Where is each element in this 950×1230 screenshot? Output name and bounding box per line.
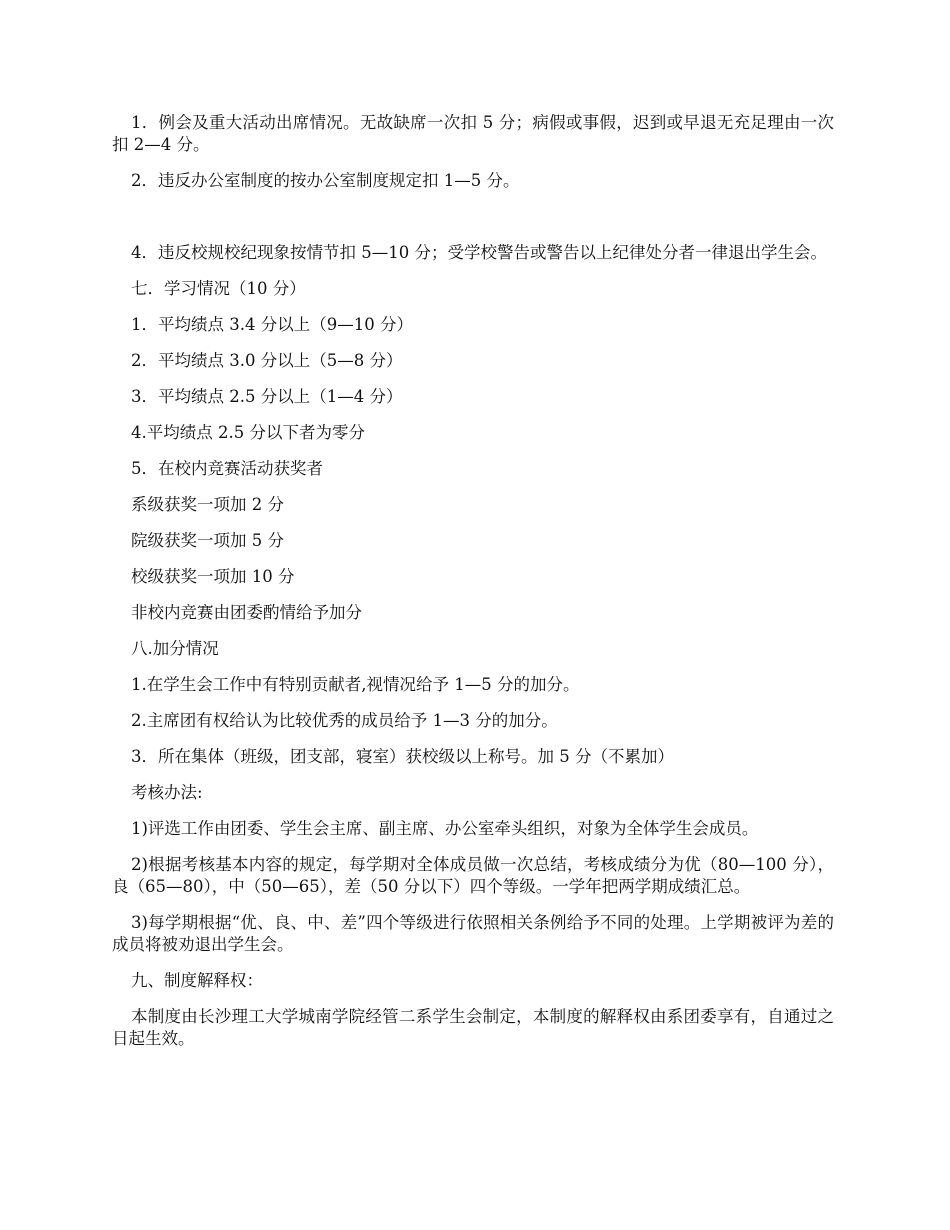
paragraph: 4.平均绩点 2.5 分以下者为零分 [131,423,365,442]
paragraph: 2．违反办公室制度的按办公室制度规定扣 1—5 分。 [131,171,520,190]
paragraph: 2)根据考核基本内容的规定，每学期对全体成员做一次总结，考核成绩分为优（80—100 分），良（65—80），中（50—65），差（50 分以下）四个等级。一学年把两学期成绩汇总。 [112,855,834,896]
paragraph: 1.在学生会工作中有特别贡献者,视情况给予 1—5 分的加分。 [131,675,580,694]
paragraph: 非校内竞赛由团委酌情给予加分 [131,603,362,622]
paragraph: 2.主席团有权给认为比较优秀的成员给予 1—3 分的加分。 [131,711,558,730]
paragraph: 1)评选工作由团委、学生会主席、副主席、办公室牵头组织，对象为全体学生会成员。 [131,819,759,838]
paragraph: 院级获奖一项加 5 分 [131,531,284,550]
paragraph: 系级获奖一项加 2 分 [131,495,284,514]
section-heading: 考核办法: [131,783,203,802]
paragraph: 4．违反校规校纪现象按情节扣 5—10 分；受学校警告或警告以上纪律处分者一律退出学生会。 [131,243,827,262]
paragraph: 2．平均绩点 3.0 分以上（5—8 分） [131,351,403,370]
blank-gap [112,206,834,242]
paragraph: 5．在校内竞赛活动获奖者 [131,459,323,478]
paragraph: 校级获奖一项加 10 分 [131,567,295,586]
paragraph: 3．所在集体（班级，团支部，寝室）获校级以上称号。加 5 分（不累加） [131,747,674,766]
paragraph: 3．平均绩点 2.5 分以上（1—4 分） [131,387,403,406]
section-heading: 七．学习情况（10 分） [131,279,306,298]
paragraph: 本制度由长沙理工大学城南学院经管二系学生会制定，本制度的解释权由系团委享有，自通过之日起生效。 [112,1007,834,1048]
section-heading: 九、制度解释权： [131,971,263,990]
paragraph: 3)每学期根据“优、良、中、差”四个等级进行依照相关条例给予不同的处理。上学期被评为差的成员将被劝退出学生会。 [112,913,834,954]
paragraph: 1．平均绩点 3.4 分以上（9—10 分） [131,315,413,334]
section-heading: 八.加分情况 [131,639,219,658]
document-page [112,112,834,1064]
paragraph: 1．例会及重大活动出席情况。无故缺席一次扣 5 分；病假或事假，迟到或早退无充足理由一次扣 2—4 分。 [112,113,834,154]
